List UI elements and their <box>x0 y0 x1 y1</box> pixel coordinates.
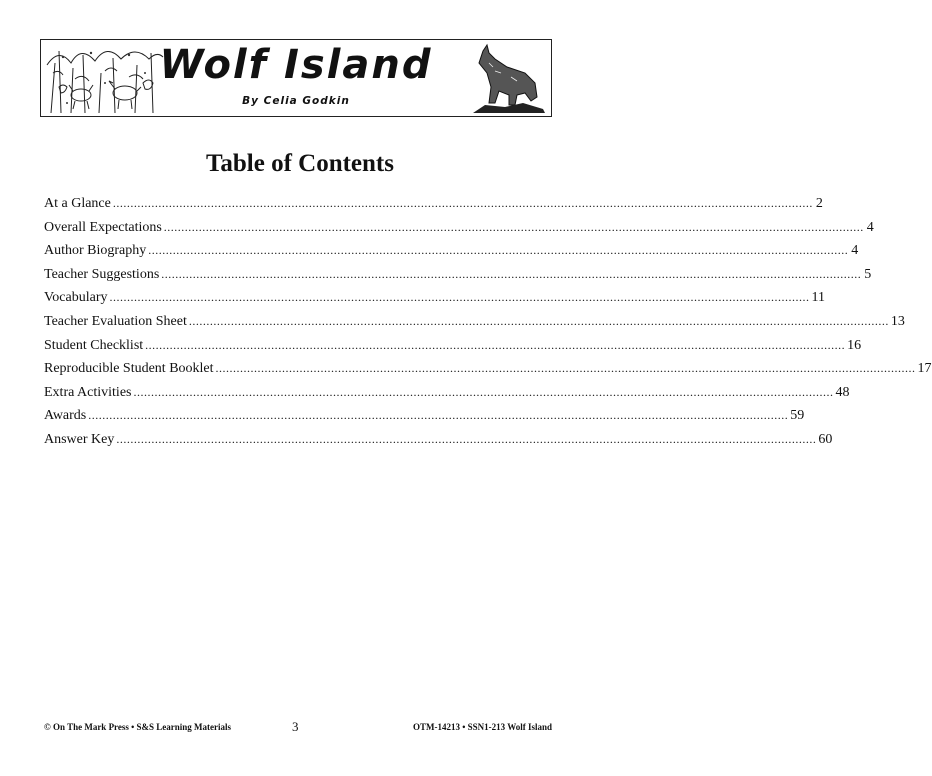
dot-leader: ........................................................................................................................................................................................................ <box>116 431 817 446</box>
book-title: Wolf Island <box>159 42 433 88</box>
product-code: OTM-14213 • SSN1-213 Wolf Island <box>412 722 552 732</box>
toc-entry-page: 13 <box>890 313 905 329</box>
toc-entry-page: 48 <box>835 384 850 400</box>
toc-entry <box>44 196 823 220</box>
toc-entry-label: Teacher Suggestions <box>44 266 160 282</box>
toc-entry <box>44 361 932 385</box>
howling-wolf-illustration <box>465 43 545 113</box>
toc-entry-page: 4 <box>866 219 874 235</box>
dot-leader: ........................................................................................................................................................................................................ <box>161 266 862 281</box>
toc-entry <box>44 431 833 456</box>
toc-entry-page: 16 <box>847 337 862 353</box>
dot-leader: ........................................................................................................................................................................................................ <box>133 384 834 399</box>
page-number: 3 <box>292 719 299 734</box>
dot-leader: ........................................................................................................................................................................................................ <box>109 290 810 305</box>
toc-entry-label: At a Glance <box>44 196 111 211</box>
toc-entry <box>44 290 825 314</box>
toc-entry <box>44 337 862 362</box>
toc-entry-page: 4 <box>851 243 859 259</box>
dot-leader: ........................................................................................................................................................................................................ <box>163 219 864 234</box>
toc-entry <box>44 384 850 409</box>
copyright-text: © On The Mark Press • S&S Learning Materials <box>44 722 232 732</box>
page-footer <box>44 719 552 739</box>
book-author: By Celia Godkin <box>242 95 350 107</box>
dot-leader: ........................................................................................................................................................................................................ <box>215 361 916 376</box>
toc-entry-label: Extra Activities <box>44 384 132 400</box>
toc-entry-page: 5 <box>864 266 872 282</box>
toc-entry <box>44 266 872 291</box>
toc-entry-page: 2 <box>815 196 823 211</box>
toc-entry-label: Student Checklist <box>44 337 144 353</box>
toc-entry-label: Answer Key <box>44 431 115 447</box>
dot-leader: ........................................................................................................................................................................................................ <box>188 313 889 328</box>
toc-entry-label: Awards <box>44 408 87 424</box>
toc-entry <box>44 313 905 338</box>
toc-entry-page: 17 <box>917 361 932 377</box>
toc-entry-page: 11 <box>811 290 825 306</box>
toc-entry <box>44 408 805 432</box>
title-banner <box>40 39 552 117</box>
toc-entry <box>44 219 874 244</box>
dot-leader: ........................................................................................................................................................................................................ <box>88 408 789 423</box>
toc-entry-page: 60 <box>818 431 833 447</box>
page-title: Table of Contents <box>206 150 394 177</box>
toc-entry <box>44 243 859 267</box>
dot-leader: ........................................................................................................................................................................................................ <box>112 196 813 210</box>
toc-entry-label: Overall Expectations <box>44 219 162 235</box>
toc-entry-label: Author Biography <box>44 243 147 259</box>
dot-leader: ........................................................................................................................................................................................................ <box>145 337 846 352</box>
toc-entry-label: Teacher Evaluation Sheet <box>44 313 187 329</box>
toc-entry-label: Reproducible Student Booklet <box>44 361 214 377</box>
table-of-contents <box>44 196 932 456</box>
toc-entry-label: Vocabulary <box>44 290 108 306</box>
toc-entry-page: 59 <box>790 408 805 424</box>
dot-leader: ........................................................................................................................................................................................................ <box>148 243 849 258</box>
